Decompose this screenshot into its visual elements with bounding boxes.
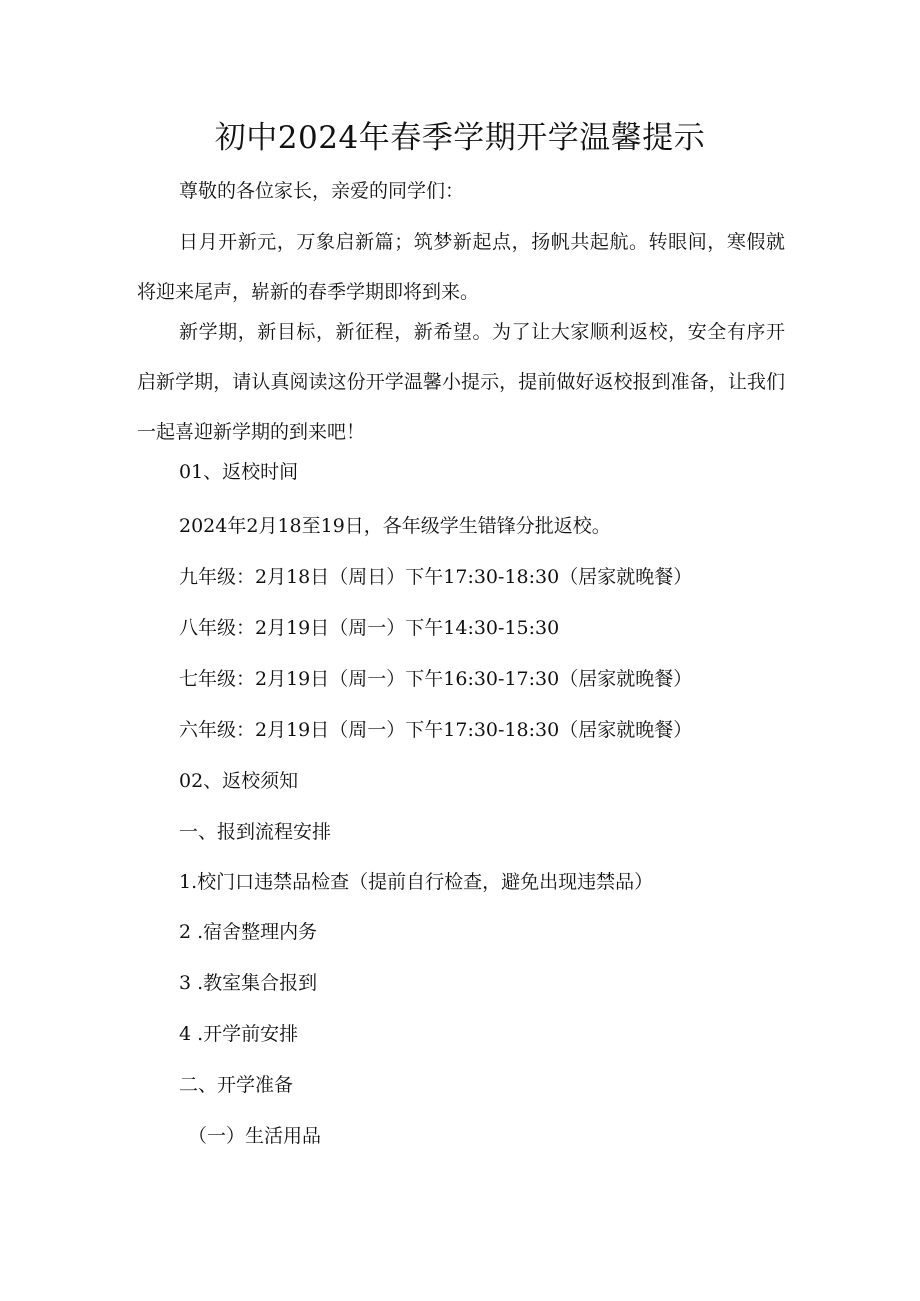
- section-heading-return-time: 01、返校时间: [179, 461, 299, 483]
- schedule-item: 六年级：2月19日（周一）下午17:30-18:30（居家就晚餐）: [179, 719, 693, 741]
- schedule-item: 八年级：2月19日（周一）下午14:30-15:30: [179, 617, 560, 639]
- process-step: 1.校门口违禁品检查（提前自行检查，避免出现违禁品）: [179, 871, 654, 893]
- preparation-item: （一）生活用品: [188, 1125, 322, 1147]
- document-title: 初中2024年春季学期开学温馨提示: [214, 120, 706, 156]
- schedule-item: 七年级：2月19日（周一）下午16:30-17:30（居家就晚餐）: [179, 668, 693, 690]
- subsection-heading-process: 一、报到流程安排: [179, 821, 332, 843]
- section-heading-return-notice: 02、返校须知: [179, 770, 299, 792]
- process-step: 3 .教室集合报到: [179, 972, 318, 994]
- process-step: 2 .宿舍整理内务: [179, 921, 318, 943]
- greeting: 尊敬的各位家长，亲爱的同学们：: [179, 180, 465, 202]
- process-step: 4 .开学前安排: [179, 1023, 299, 1045]
- subsection-heading-preparation: 二、开学准备: [179, 1074, 294, 1096]
- return-time-intro: 2024年2月18至19日，各年级学生错锋分批返校。: [179, 515, 611, 537]
- paragraph-intro: 日月开新元，万象启新篇；筑梦新起点，扬帆共起航。转眼间，寒假就将迎来尾声，崭新的春季学期即将到来。: [137, 231, 785, 303]
- schedule-item: 九年级：2月18日（周日）下午17:30-18:30（居家就晚餐）: [179, 566, 693, 588]
- paragraph-purpose: 新学期，新目标，新征程，新希望。为了让大家顺利返校，安全有序开启新学期，请认真阅读这份开学温馨小提示，提前做好返校报到准备，让我们一起喜迎新学期的到来吧！: [137, 321, 785, 443]
